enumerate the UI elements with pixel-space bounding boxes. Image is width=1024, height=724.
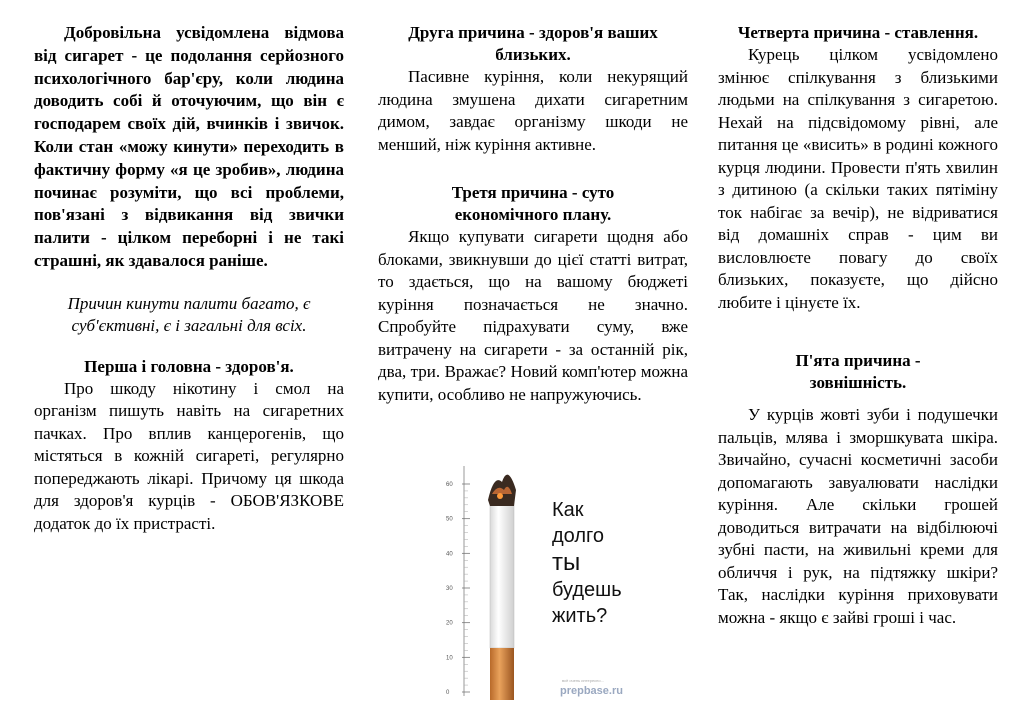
ruler-tick-label: 10: [446, 655, 453, 662]
reason-5-text: У курців жовті зуби і подушечки пальців, млява і зморшкувата шкіра. Звичайно, сучасні косметичні засоби допомагають завуалювати наслідки куріння. Але скільки грошей доводиться витрачати на відбілюючі зубні пасти, на живильні креми для обличчя і рук, на підтяжку шкіри? Так, наслідки куріння приховувати можна - якщо є зайві гроші і час.: [718, 405, 998, 627]
ruler-tick-label: 0: [446, 690, 450, 696]
anti-smoking-poster: [442, 460, 680, 705]
column-1: [34, 22, 344, 535]
reason-5-title: П'ята причина - зовнішність.: [795, 351, 921, 392]
reason-4-text: Курець цілком усвідомлено змінює спілкування з близькими людьми на спілкування з сигаретою. Нехай на підсвідомому рівні, але питання це «висить» в родині кожного курця людини. Провести п'ять хвилин з дитиною (а скільки таких пятіміну ток набігає за вечір), не відриватися від домашніх справ - цим ви висловлюєте повагу до своїх близьких, показуєте, що дійсно любите і цінуєте їх.: [718, 45, 998, 312]
ruler-tick-label: 20: [446, 620, 453, 627]
poster-line-4: будешь: [552, 579, 622, 601]
poster-line-2: долго: [552, 525, 605, 547]
reason-2-text: Пасивне куріння, коли некурящий людина змушена дихати сигаретним димом, завдає організму шкоди не менший, ніж куріння активне.: [378, 67, 688, 154]
reason-1-text: Про шкоду нікотину і смол на організм пишуть навіть на сигаретних пачках. Про вплив канцерогенів, що містяться в кожній сигареті, регулярно попереджають лікарі. Причому ця шкода для здоров'я курців - ОБОВ'ЯЗКОВЕ додаток до їх пристрасті.: [34, 378, 344, 533]
column-2: [378, 22, 688, 406]
ruler-tick-label: 50: [446, 516, 453, 523]
poster-line-1: Как: [552, 499, 584, 521]
poster-small-text: всё очень интересно...: [562, 678, 604, 683]
reason-1-title: Перша і головна - здоров'я.: [84, 356, 294, 376]
poster-line-3: ты: [552, 549, 581, 576]
ruler-tick-label: 60: [446, 482, 453, 488]
reason-4-title: Четверта причина - ставлення.: [737, 23, 979, 42]
cigarette-ruler-image: [442, 460, 680, 705]
cigarette-filter: [490, 648, 514, 700]
reason-3-text: Якщо купувати сигарети щодня або блоками, звикнувши до цієї статті витрат, то здається, що на вашому бюджеті куріння позначається не значно. Спробуйте підрахувати суму, вже витрачену на сигарети - за останній рік, два, три. Вражає? Новий комп'ютер можна купити, особливо не напружуючись.: [378, 227, 688, 404]
italic-note: Причин кинути палити багато, є суб'єктивні, є і загальні для всіх.: [67, 293, 311, 336]
intro-paragraph: Добровільна усвідомлена відмова від сигарет - це подолання серйозного психологічного бар'єру, коли людина доводить собі й оточуючим, що він є господарем своїх дій, вчинків і звичок. Коли стан «можу кинути» переходить в фактичну форму «я це зробив», людина починає розуміти, що всі проблеми, пов'язані з відвикання від звички палити - цілком переборні і не такі страшні, як здавалося раніше.: [34, 23, 344, 270]
ruler-tick-label: 30: [446, 586, 453, 592]
ruler-ticks: [446, 482, 470, 696]
watermark: prepbase.ru: [560, 685, 623, 697]
column-3: [718, 22, 998, 629]
ruler-tick-label: 40: [446, 551, 453, 558]
reason-3-title: Третя причина - суто економічного плану.: [451, 183, 615, 224]
reason-2-title: Друга причина - здоров'я ваших близьких.: [408, 23, 658, 64]
poster-line-5: жить?: [552, 605, 608, 627]
cigarette-body: [490, 498, 514, 648]
